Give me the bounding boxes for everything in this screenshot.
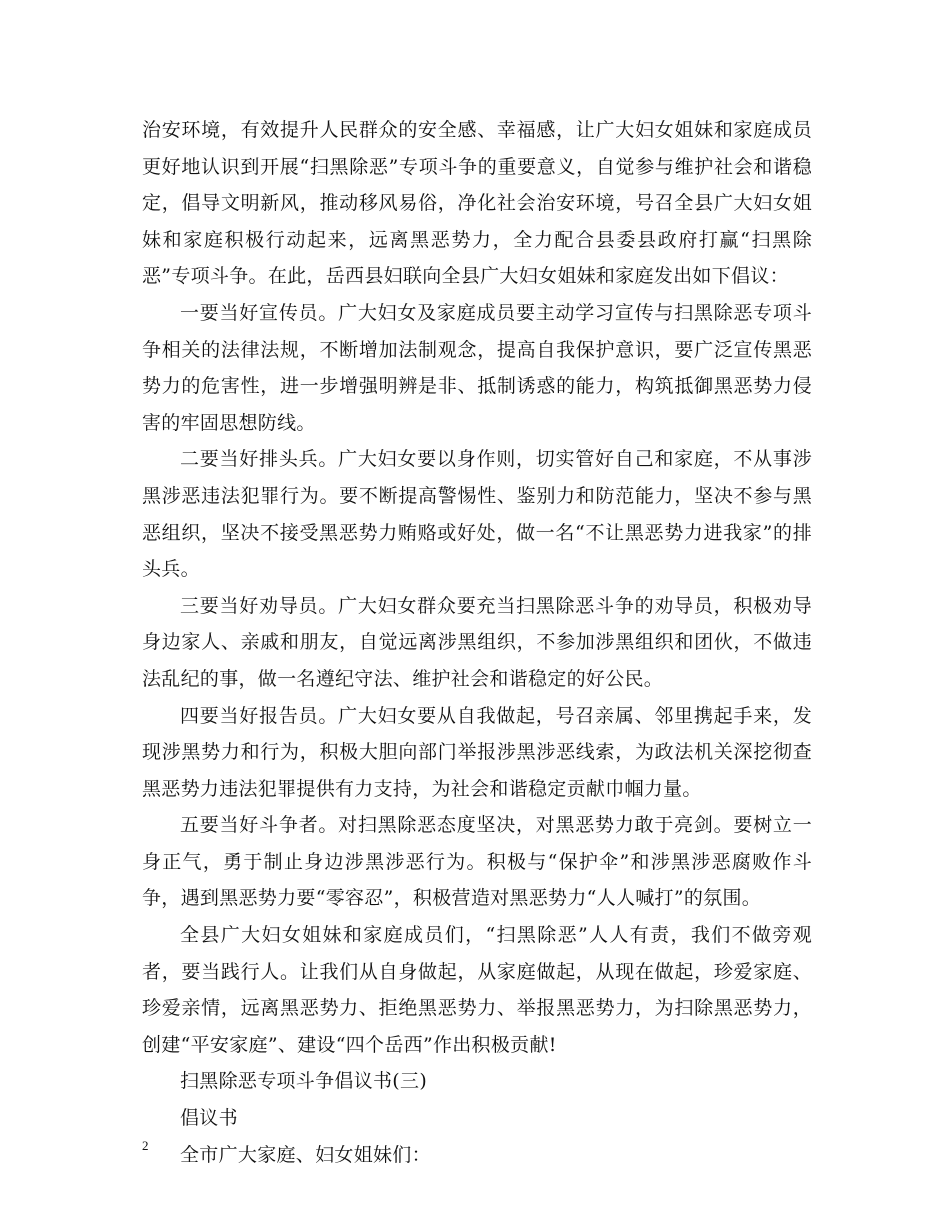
paragraph-reporter: 四要当好报告员。广大妇女要从自我做起，号召亲属、邻里携起手来，发现涉黑势力和行为，积极大胆向部门举报涉黑涉恶线索，为政法机关深挖彻查黑恶势力违法犯罪提供有力支持，为社会和谐稳定贡献巾帼力量。 (142, 704, 812, 800)
document-body (142, 112, 812, 1173)
paragraph-vanguard: 二要当好排头兵。广大妇女要以身作则，切实管好自己和家庭，不从事涉黑涉恶违法犯罪行为。要不断提高警惕性、鉴别力和防范能力，坚决不参与黑恶组织，坚决不接受黑恶势力贿赂或好处，做一名“不让黑恶势力进我家”的排头兵。 (142, 448, 812, 581)
salutation: 全市广大家庭、妇女姐妹们： (180, 1143, 431, 1166)
paragraph-persuader: 三要当好劝导员。广大妇女群众要充当扫黑除恶斗争的劝导员，积极劝导身边家人、亲戚和朋友，自觉远离涉黑组织，不参加涉黑组织和团伙，不做违法乱纪的事，做一名遵纪守法、维护社会和谐稳定的好公民。 (142, 594, 812, 690)
paragraph-conclusion: 全县广大妇女姐妹和家庭成员们，“扫黑除恶”人人有责，我们不做旁观者，要当践行人。让我们从自身做起，从家庭做起，从现在做起，珍爱家庭、珍爱亲情，远离黑恶势力、拒绝黑恶势力、举报黑恶势力，为扫除黑恶势力，创建“平安家庭”、建设“四个岳西”作出积极贡献! (142, 924, 812, 1056)
paragraph-fighter: 五要当好斗争者。对扫黑除恶态度坚决，对黑恶势力敢于亮剑。要树立一身正气，勇于制止身边涉黑涉恶行为。积极与“保护伞”和涉黑涉恶腐败作斗争，遇到黑恶势力要“零容忍”，积极营造对黑恶势力“人人喊打”的氛围。 (142, 814, 812, 910)
section-heading: 扫黑除恶专项斗争倡议书(三) (180, 1070, 428, 1093)
section-subheading: 倡议书 (180, 1107, 238, 1130)
paragraph-intro-continued: 治安环境，有效提升人民群众的安全感、幸福感，让广大妇女姐妹和家庭成员更好地认识到开展“扫黑除恶”专项斗争的重要意义，自觉参与维护社会和谐稳定，倡导文明新风，推动移风易俗，净化社会治安环境，号召全县广大妇女姐妹和家庭积极行动起来，远离黑恶势力，全力配合县委县政府打赢“扫黑除恶”专项斗争。在此，岳西县妇联向全县广大妇女姐妹和家庭发出如下倡议： (142, 119, 812, 288)
page-number: 2 (142, 1138, 149, 1153)
paragraph-propagandist: 一要当好宣传员。广大妇女及家庭成员要主动学习宣传与扫黑除恶专项斗争相关的法律法规，不断增加法制观念，提高自我保护意识，要广泛宣传黑恶势力的危害性，进一步增强明辨是非、抵制诱惑的能力，构筑抵御黑恶势力侵害的牢固思想防线。 (142, 301, 812, 434)
